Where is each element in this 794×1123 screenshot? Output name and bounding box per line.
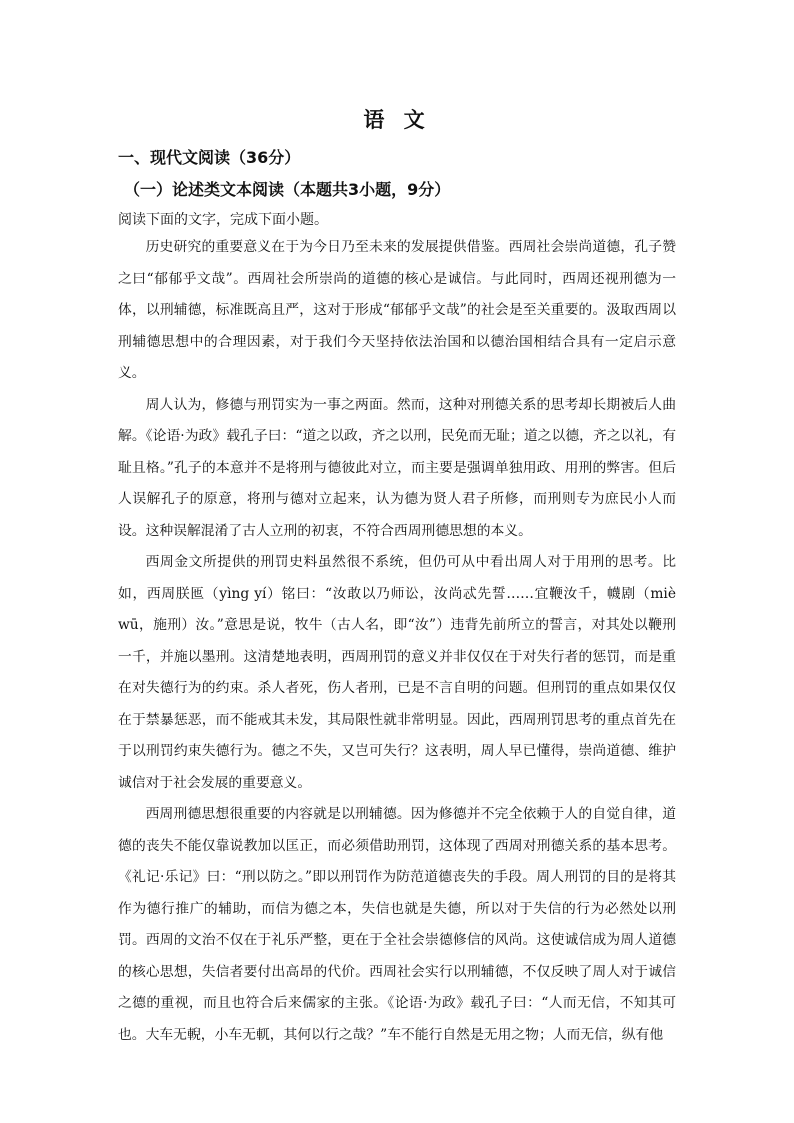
paragraph-3: 西周金文所提供的刑罚史料虽然很不系统，但仍可从中看出周人对于用刑的思考。比如，西周朕匜（yìng yí）铭曰：“汝敢以乃师讼，汝尚忒先誓……宜鞭汝千，幭剧（miè wū，施刑）汝。”意思是说，牧牛（古人名，即“汝”）违背先前所立的誓言，对其处以鞭刑一千，并施以墨刑。这清楚地表明，西周刑罚的意义并非仅仅在于对失行者的惩罚，而是重在对失德行为的约束。杀人者死，伤人者刑，已是不言自明的问题。但刑罚的重点如果仅仅在于禁暴惩恶，而不能戒其未发，其局限性就非常明显。因此，西周刑罚思考的重点首先在于以刑罚约束失德行为。德之不失，又岂可失行？这表明，周人早已懂得，崇尚道德、维护诚信对于社会发展的重要意义。 (118, 554, 676, 791)
passage-body (118, 232, 676, 1051)
section-heading: 一、现代文阅读（36分） (118, 148, 301, 167)
reading-instruction: 阅读下面的文字，完成下面小题。 (118, 212, 328, 228)
paragraph-1: 历史研究的重要意义在于为今日乃至未来的发展提供借鉴。西周社会崇尚道德，孔子赞之曰“郁郁乎文哉”。西周社会所崇尚的道德的核心是诚信。与此同时，西周还视刑德为一体，以刑辅德，标准既高且严，这对于形成“郁郁乎文哉”的社会是至关重要的。汲取西周以刑辅德思想中的合理因素，对于我们今天坚持依法治国和以德治国相结合具有一定启示意义。 (118, 239, 676, 381)
sub-heading: （一）论述类文本阅读（本题共3小题，9分） (124, 180, 451, 199)
paragraph-2: 周人认为，修德与刑罚实为一事之两面。然而，这种对刑德关系的思考却长期被后人曲解。《论语·为政》载孔子曰：“道之以政，齐之以刑，民免而无耻；道之以德，齐之以礼，有耻且格。”孔子的本意并不是将刑与德彼此对立，而主要是强调单独用政、用刑的弊害。但后人误解孔子的原意，将刑与德对立起来，认为德为贤人君子所修，而刑则专为庶民小人而设。这种误解混淆了古人立刑的初衷，不符合西周刑德思想的本义。 (118, 396, 676, 539)
document-title: 语 文 (363, 107, 431, 132)
paragraph-4: 西周刑德思想很重要的内容就是以刑辅德。因为修德并不完全依赖于人的自觉自律，道德的丧失不能仅靠说教加以匡正，而必须借助刑罚，这体现了西周对刑德关系的基本思考。《礼记·乐记》曰：“刑以防之。”即以刑罚作为防范道德丧失的手段。周人刑罚的目的是将其作为德行推广的辅助，而信为德之本，失信也就是失德，所以对于失信的行为必然处以刑罚。西周的文治不仅在于礼乐严整，更在于全社会崇德修信的风尚。这使诚信成为周人道德的核心思想，失信者要付出高昂的代价。西周社会实行以刑辅德，不仅反映了周人对于诚信之德的重视，而且也符合后来儒家的主张。《论语·为政》载孔子曰：“人而无信，不知其可也。大车无輗，小车无軏，其何以行之哉？”车不能行自然是无用之物；人而无信，纵有他 (118, 806, 676, 1043)
